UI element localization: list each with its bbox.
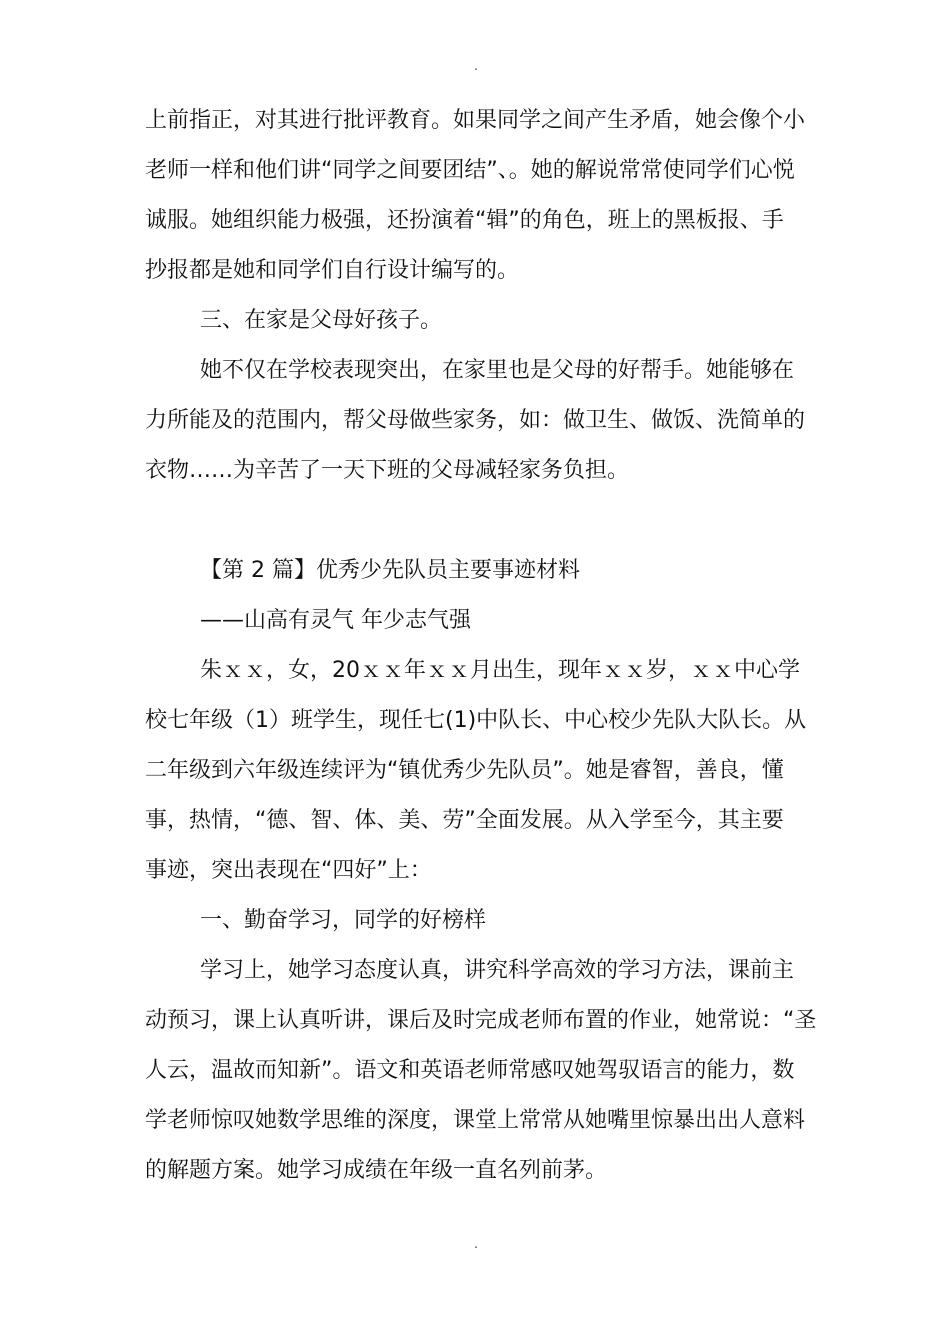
document-body: [145, 96, 825, 1196]
body-line: 事迹，突出表现在“四好”上：: [145, 858, 432, 883]
page-top-mark: .: [474, 59, 478, 73]
body-line: 人云，温故而知新”。语文和英语老师常感叹她驾驭语言的能力，数: [145, 1058, 795, 1083]
body-line: 学老师惊叹她数学思维的深度，课堂上常常从她嘴里惊暴出出人意料: [145, 1108, 806, 1133]
body-line: 校七年级（1）班学生，现任七(1)中队长、中心校少先队大队长。从: [145, 708, 807, 733]
body-line: 她不仅在学校表现突出，在家里也是父母的好帮手。她能够在: [200, 358, 795, 383]
article-title: 【第 2 篇】优秀少先队员主要事迹材料: [200, 558, 580, 583]
body-line: 力所能及的范围内，帮父母做些家务，如：做卫生、做饭、洗简单的: [145, 408, 806, 433]
body-line: 的解题方案。她学习成绩在年级一直名列前茅。: [145, 1158, 608, 1183]
body-line: 二年级到六年级连续评为“镇优秀少先队员”。她是睿智，善良，懂: [145, 758, 784, 783]
section-heading: 一、勤奋学习，同学的好榜样: [200, 908, 487, 933]
section-heading: 三、在家是父母好孩子。: [200, 308, 443, 333]
body-line: 诚服。她组织能力极强，还扮演着“辑”的角色，班上的黑板报、手: [145, 208, 784, 233]
body-line: 学习上，她学习态度认真，讲究科学高效的学习方法，课前主: [200, 958, 795, 983]
article-subtitle: ——山高有灵气 年少志气强: [200, 608, 471, 633]
body-line: 衣物……为辛苦了一天下班的父母减轻家务负担。: [145, 458, 630, 483]
page-bottom-mark: .: [474, 1237, 478, 1251]
body-line: 上前指正，对其进行批评教育。如果同学之间产生矛盾，她会像个小: [145, 108, 806, 133]
body-line: 事，热情，“德、智、体、美、劳”全面发展。从入学至今，其主要: [145, 808, 784, 833]
body-line: 老师一样和他们讲“同学之间要团结”、。她的解说常常使同学们心悦: [145, 158, 795, 183]
paragraph-gap: [145, 496, 825, 546]
body-line: 动预习，课上认真听讲，课后及时完成老师布置的作业，她常说：“圣: [145, 1008, 817, 1033]
body-line: 朱ｘｘ，女，20ｘｘ年ｘｘ月出生，现年ｘｘ岁，ｘｘ中心学: [200, 658, 800, 683]
body-line: 抄报都是她和同学们自行设计编写的。: [145, 258, 520, 283]
